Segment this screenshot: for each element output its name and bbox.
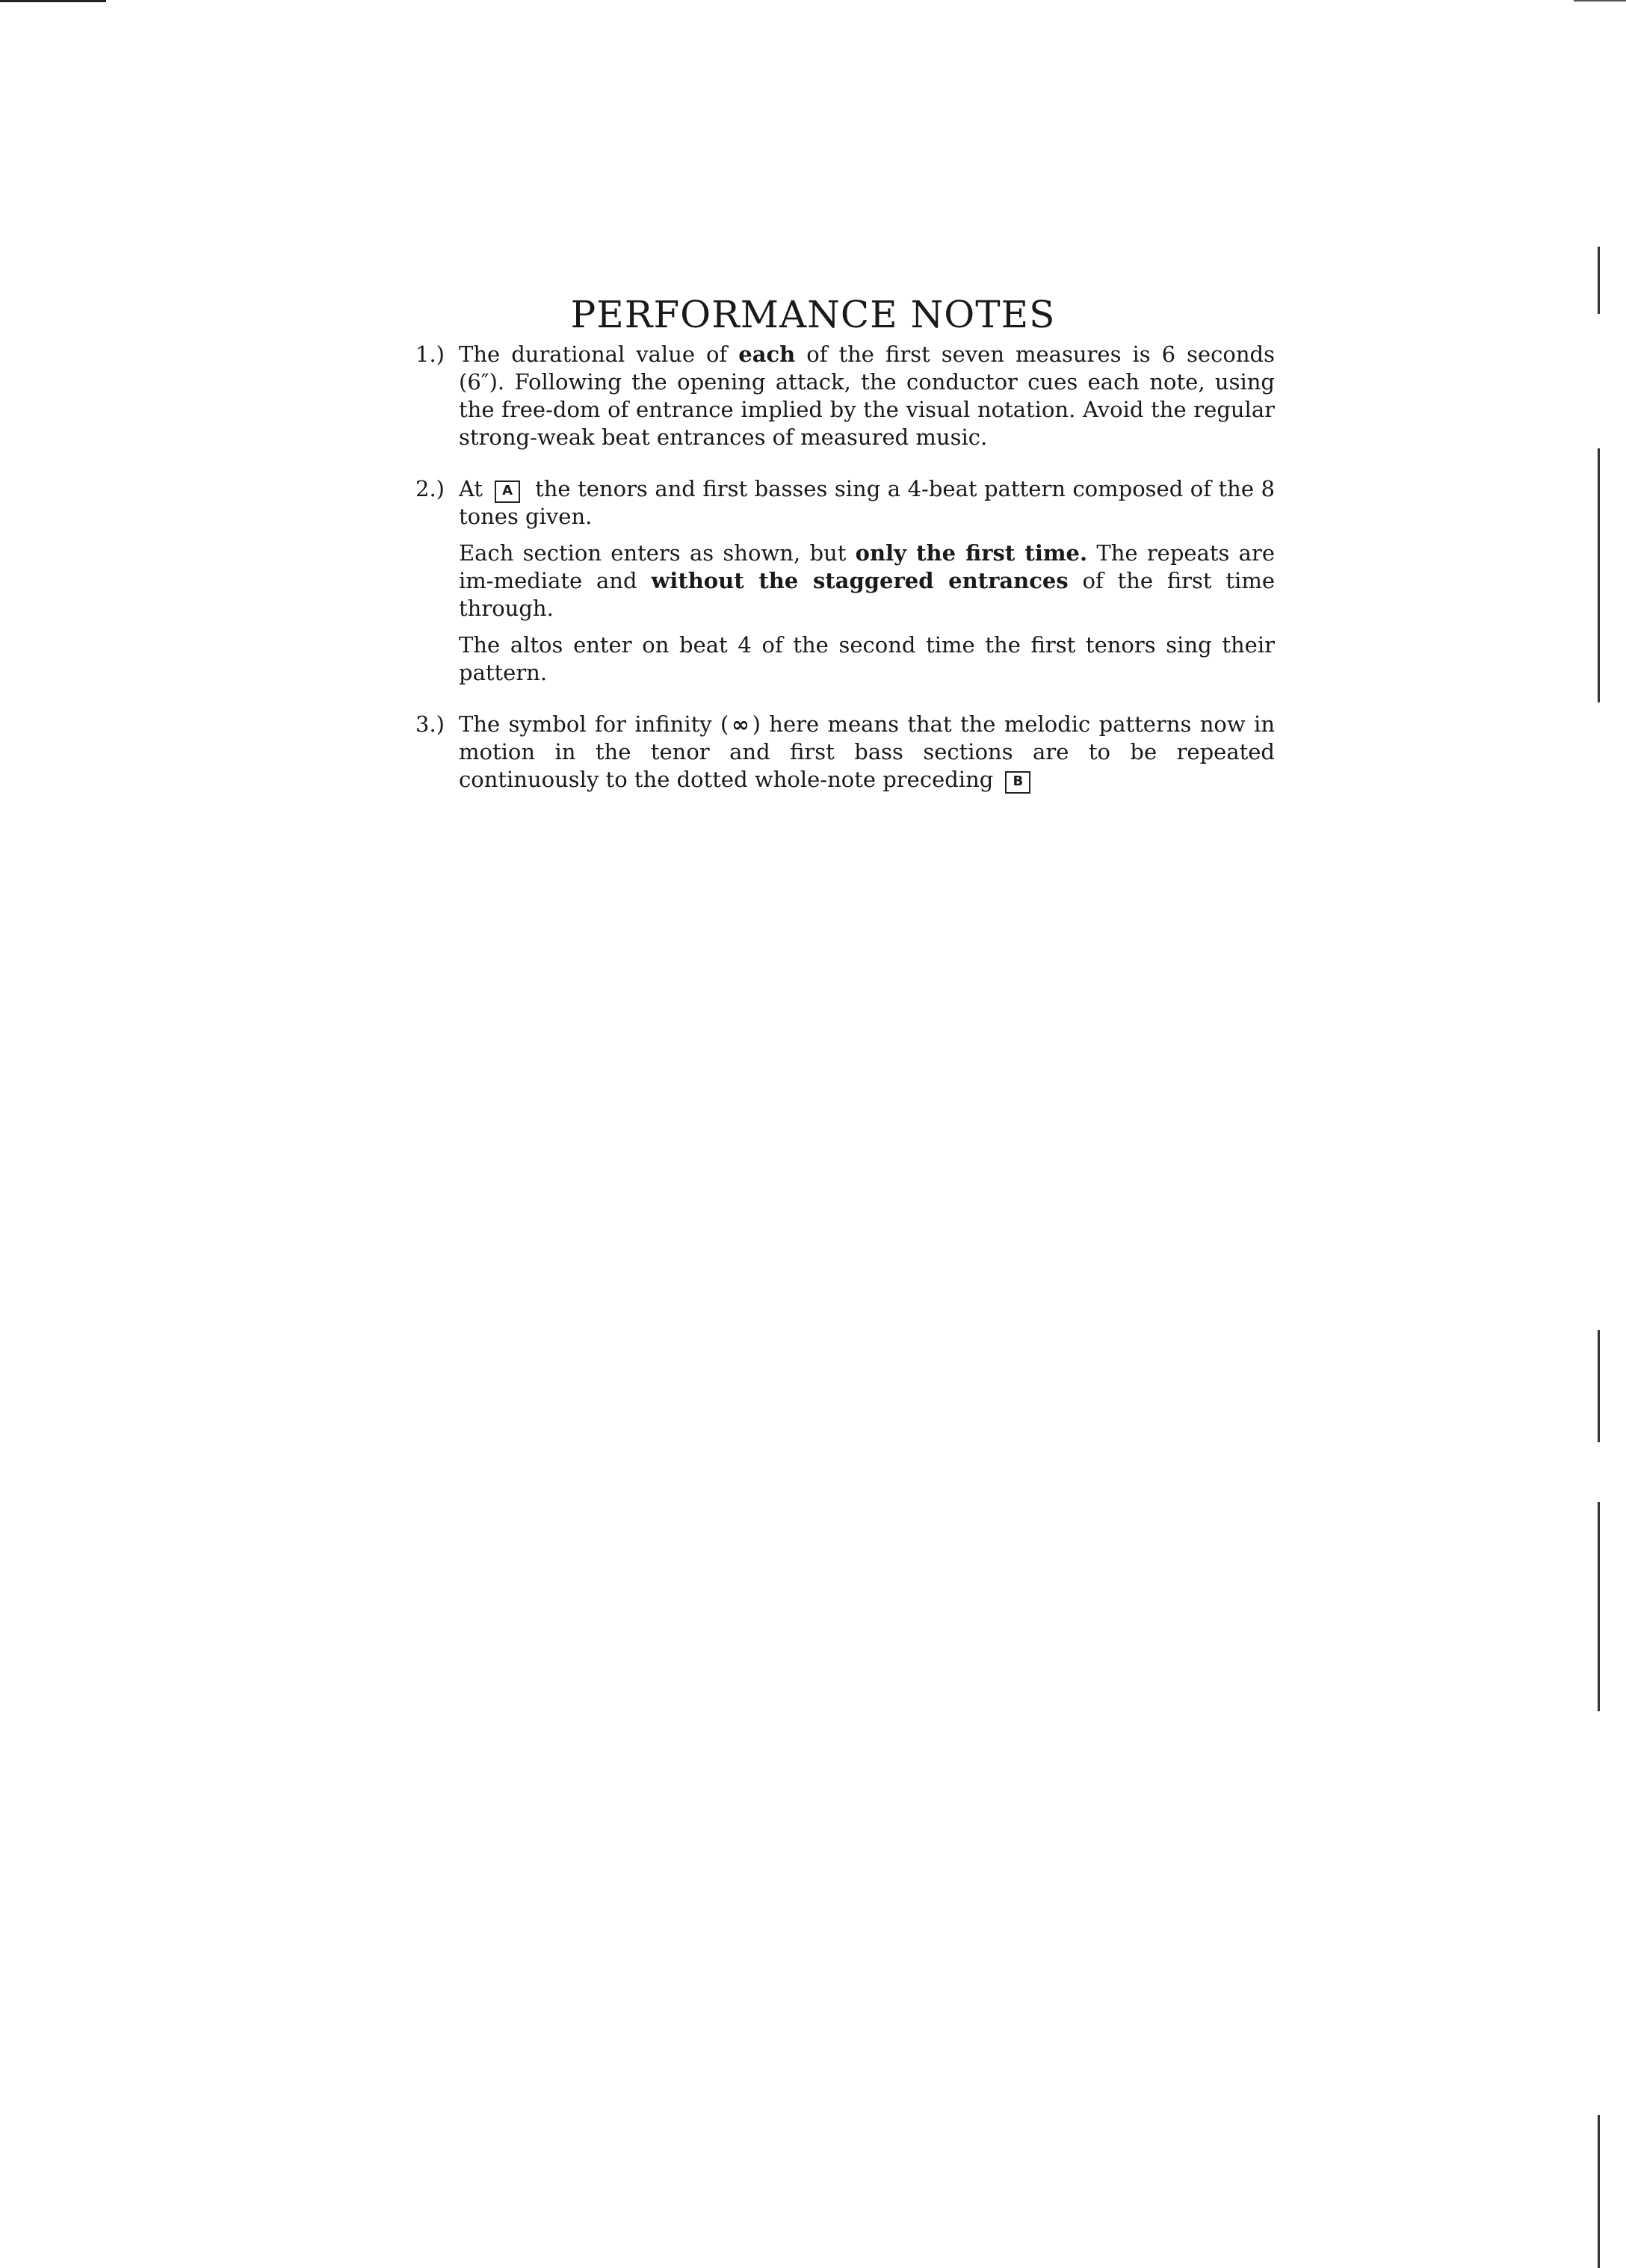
scan-edge-right — [1598, 448, 1600, 702]
scan-edge-right — [1598, 1330, 1600, 1442]
note-text — [459, 540, 1275, 622]
scan-edge-right — [1598, 1502, 1600, 1711]
scan-edge-top-right — [1574, 0, 1626, 1]
note-2 — [415, 475, 1275, 687]
scan-edge-top-left — [0, 0, 106, 2]
text-span: ) here means that the melodic patterns now in motion in the tenor and first bass sections are to be repeated continuously to the dotted whole-note preceding — [459, 711, 1275, 792]
rehearsal-mark-b: B — [1005, 771, 1030, 794]
note-3 — [415, 711, 1275, 794]
bold-text: without the staggered entrances — [651, 568, 1069, 593]
rehearsal-mark-a: A — [495, 481, 520, 503]
note-text — [459, 341, 1275, 451]
text-span: The durational value of — [459, 342, 739, 367]
note-1 — [415, 341, 1275, 451]
scan-edge-right — [1598, 2115, 1600, 2268]
note-text: The altos enter on beat 4 of the second time the first tenors sing their pattern. — [459, 632, 1275, 685]
notes-list — [415, 341, 1275, 818]
note-number: 1.) — [415, 342, 445, 367]
bold-text: only the first time. — [855, 540, 1088, 566]
note-number: 3.) — [415, 711, 445, 737]
text-span: the tenors and first basses sing a 4-beat pattern composed of the 8 tones given. — [459, 476, 1275, 529]
note-number: 2.) — [415, 476, 445, 501]
note-text — [459, 711, 1275, 794]
text-span: Each section enters as shown, but — [459, 540, 856, 566]
bold-text: each — [738, 342, 796, 367]
text-span: of the first seven measures is 6 seconds (6″). Following the opening attack, the conductor cues each note, using the free-dom of entrance implied by the visual notation. Avoid the regular strong-weak beat entrances of measured music. — [459, 342, 1275, 450]
infinity-icon: ∞ — [732, 712, 749, 737]
note-text — [459, 475, 1275, 531]
text-span: of the first time through. — [459, 568, 1275, 621]
text-span: The repeats are im-mediate and — [459, 540, 1275, 593]
text-span: The symbol for infinity ( — [459, 711, 729, 737]
page-title: PERFORMANCE NOTES — [570, 292, 1056, 336]
text-span: At — [459, 476, 483, 501]
